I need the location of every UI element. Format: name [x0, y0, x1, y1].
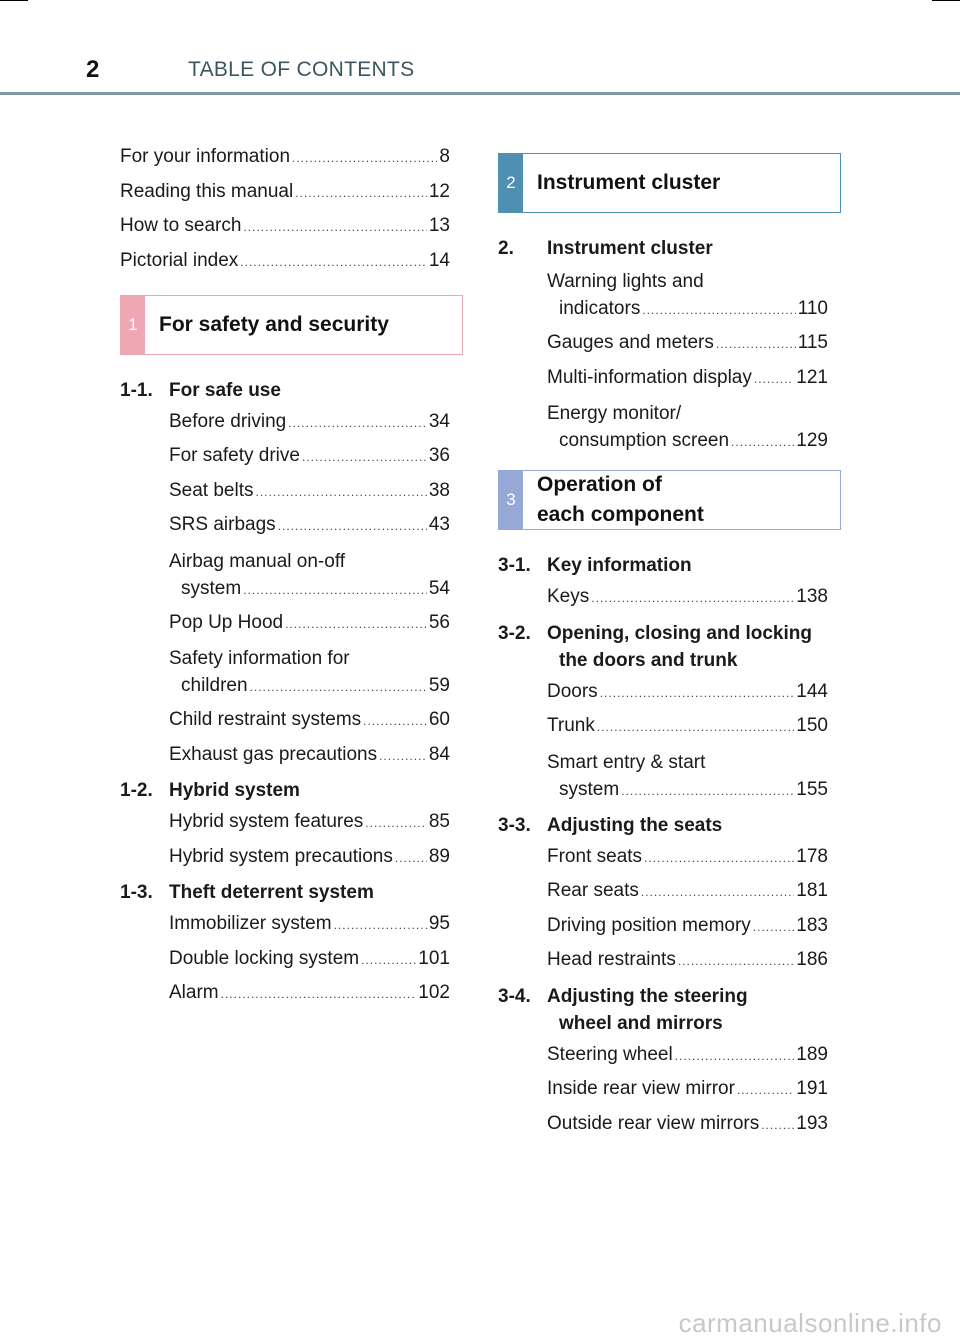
toc-entry[interactable]: Seat belts ..... 38 [169, 479, 450, 504]
toc-entry[interactable]: Warning lights and indicators ..... 110 [547, 268, 828, 324]
watermark: carmanualsonline.info [678, 1308, 942, 1338]
page-ref: 183 [796, 914, 828, 936]
page-ref: 155 [796, 778, 828, 800]
leader-dots [285, 612, 427, 636]
leader-dots [737, 1078, 794, 1102]
page-ref: 193 [796, 1112, 828, 1134]
page-ref: 89 [428, 845, 450, 867]
page-ref: 189 [796, 1043, 828, 1065]
toc-entry[interactable]: Smart entry & start system ..... 155 [547, 749, 828, 805]
page-ref: 110 [797, 298, 828, 319]
leader-dots [761, 1113, 794, 1137]
page-ref: 138 [796, 586, 828, 607]
page-ref: 12 [428, 180, 450, 202]
leader-dots [678, 949, 794, 973]
leader-dots [753, 915, 795, 939]
chapter-heading[interactable]: 3-1. Key information [498, 555, 692, 576]
leader-dots [302, 445, 427, 469]
page-ref: 150 [796, 715, 828, 736]
toc-entry[interactable]: For your information ..... 8 [120, 145, 450, 170]
page-ref: 34 [428, 410, 450, 432]
toc-entry[interactable]: How to search ..... 13 [120, 214, 450, 239]
leader-dots [379, 744, 427, 768]
header-divider [0, 92, 960, 95]
toc-entry[interactable]: Reading this manual ..... 12 [120, 180, 450, 205]
page-ref: 95 [428, 913, 450, 934]
intro-list [120, 145, 450, 274]
page-ref: 186 [796, 949, 828, 970]
page-ref: 56 [428, 611, 450, 633]
toc-left-column [120, 145, 450, 1016]
leader-dots [278, 514, 427, 538]
toc-entry[interactable]: Head restraints ..... 186 [547, 948, 828, 973]
chapter-heading[interactable]: 2. Instrument cluster [498, 238, 713, 259]
leader-dots [591, 586, 794, 610]
page-ref: 8 [439, 146, 450, 167]
toc-entry[interactable]: Outside rear view mirrors ..... 193 [547, 1112, 828, 1137]
chapter-heading[interactable]: 1-2. Hybrid system [120, 780, 300, 801]
page-ref: 178 [796, 845, 828, 867]
leader-dots [754, 367, 794, 391]
leader-dots [243, 215, 426, 239]
leader-dots [621, 778, 794, 805]
chapter-heading[interactable]: 1-3. Theft deterrent system [120, 882, 374, 903]
toc-entry[interactable]: Doors ..... 144 [547, 680, 828, 705]
page-ref: 59 [428, 675, 450, 696]
page-ref: 102 [418, 982, 450, 1003]
toc-entry[interactable]: Pop Up Hood ..... 56 [169, 611, 450, 636]
toc-entry[interactable]: Trunk ..... 150 [547, 714, 828, 739]
leader-dots [221, 982, 417, 1006]
page-ref: 121 [796, 366, 828, 388]
toc-entry[interactable]: SRS airbags ..... 43 [169, 513, 450, 538]
toc-entry[interactable]: Steering wheel ..... 189 [547, 1043, 828, 1068]
chapter-heading[interactable]: 3-3. Adjusting the seats [498, 814, 723, 836]
leader-dots [716, 332, 796, 356]
page-ref: 54 [428, 577, 450, 599]
page-ref: 144 [796, 680, 828, 702]
page-ref: 129 [796, 430, 828, 451]
leader-dots [597, 715, 794, 739]
page-ref: 13 [428, 215, 450, 236]
toc-entry[interactable]: Immobilizer system ..... 95 [169, 912, 450, 937]
crop-mark-left [0, 0, 28, 1]
toc-entry[interactable]: For safety drive ..... 36 [169, 444, 450, 469]
page-ref: 85 [428, 811, 450, 832]
leader-dots [365, 811, 427, 835]
page-ref: 14 [428, 249, 450, 271]
leader-dots [642, 297, 795, 324]
toc-entry[interactable]: Safety information for children ..... 59 [169, 645, 450, 701]
toc-entry[interactable]: Keys ..... 138 [547, 585, 828, 610]
toc-entry[interactable]: Multi-information display ..... 121 [547, 366, 828, 391]
section-title: For safety and security [159, 312, 389, 336]
toc-entry[interactable]: Child restraint systems ..... 60 [169, 708, 450, 733]
leader-dots [334, 913, 427, 937]
leader-dots [675, 1044, 795, 1068]
leader-dots [288, 411, 427, 435]
toc-entry[interactable]: Airbag manual on-off system ..... 54 [169, 548, 450, 604]
toc-entry[interactable]: Front seats ..... 178 [547, 845, 828, 870]
page-number: 2 [86, 56, 100, 83]
toc-entry[interactable]: Energy monitor/ consumption screen ..... 129 [547, 400, 828, 456]
section-tab-3: 3 [499, 471, 523, 529]
toc-entry[interactable]: Before driving ..... 34 [169, 410, 450, 435]
page-ref: 38 [428, 479, 450, 501]
leader-dots [243, 577, 427, 604]
toc-right-column [498, 153, 828, 1146]
section-header-1[interactable] [120, 295, 463, 355]
toc-entry[interactable]: Pictorial index ..... 14 [120, 249, 450, 274]
leader-dots [363, 709, 427, 733]
leader-dots [600, 681, 795, 705]
toc-entry[interactable]: Rear seats ..... 181 [547, 879, 828, 904]
toc-entry[interactable]: Double locking system ..... 101 [169, 947, 450, 972]
toc-entry[interactable]: Driving position memory ..... 183 [547, 914, 828, 939]
section-title: Operation of each component [537, 473, 704, 526]
leader-dots [641, 880, 794, 904]
page-header [0, 52, 960, 96]
leader-dots [395, 846, 427, 870]
leader-dots [250, 674, 427, 701]
page-ref: 43 [428, 514, 450, 535]
toc-entry[interactable]: Hybrid system features ..... 85 [169, 810, 450, 835]
toc-entry[interactable]: Alarm ..... 102 [169, 981, 450, 1006]
page-ref: 36 [428, 445, 450, 466]
crop-mark-right [932, 0, 960, 1]
toc-entry[interactable]: Hybrid system precautions ..... 89 [169, 845, 450, 870]
leader-dots [256, 480, 427, 504]
leader-dots [240, 250, 427, 274]
page-ref: 181 [796, 880, 828, 901]
leader-dots [295, 181, 427, 205]
section-title: Instrument cluster [537, 171, 721, 194]
leader-dots [292, 146, 437, 170]
chapter-heading[interactable]: 3-4. Adjusting the steering wheel and mirrors [498, 985, 748, 1034]
page-ref: 60 [428, 709, 450, 730]
toc-entry[interactable]: Inside rear view mirror ..... 191 [547, 1077, 828, 1102]
toc-entry[interactable]: Gauges and meters ..... 115 [547, 331, 828, 356]
chapter-heading[interactable]: 3-2. Opening, closing and locking the doors and trunk [498, 622, 812, 671]
section-tab-1: 1 [121, 296, 145, 354]
section-header-2[interactable] [498, 153, 841, 213]
chapter-heading[interactable]: 1-1. For safe use [120, 379, 281, 401]
section-header-3[interactable] [498, 470, 841, 530]
page-ref: 191 [796, 1078, 828, 1099]
page-ref: 115 [797, 332, 828, 353]
section-tab-2: 2 [499, 154, 523, 212]
toc-entry[interactable]: Exhaust gas precautions ..... 84 [169, 743, 450, 768]
leader-dots [644, 846, 794, 870]
leader-dots [361, 948, 416, 972]
page-title: TABLE OF CONTENTS [188, 58, 415, 81]
page-ref: 101 [418, 947, 450, 969]
page-ref: 84 [428, 743, 450, 765]
leader-dots [731, 429, 794, 456]
